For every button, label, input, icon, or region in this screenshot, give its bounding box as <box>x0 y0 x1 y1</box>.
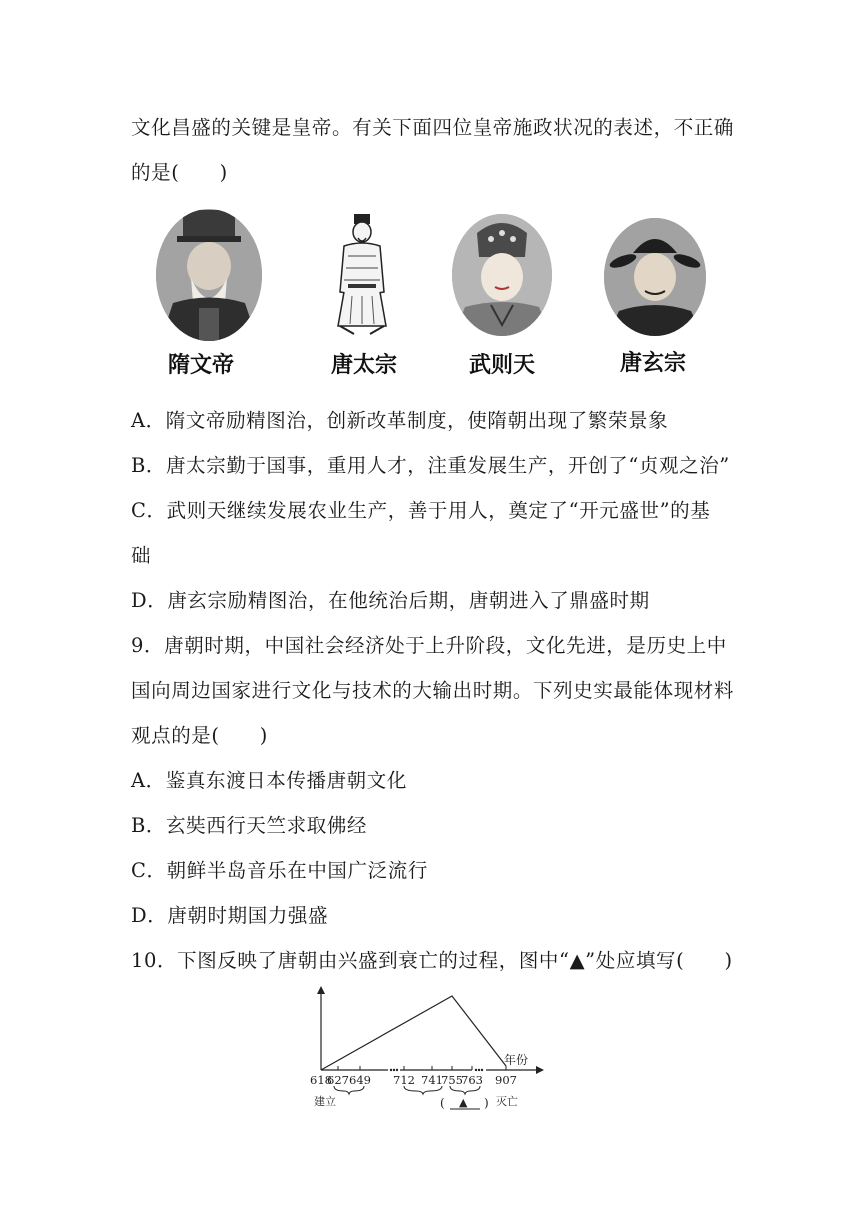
emperor-label-3: 武则天 <box>469 353 536 378</box>
emperor-portrait-1 <box>155 208 263 342</box>
q9-stem-line1: 9．唐朝时期，中国社会经济处于上升阶段，文化先进，是历史上中 <box>131 634 727 657</box>
x-axis-break-dots-1 <box>390 1069 398 1071</box>
q9-option-d: D．唐朝时期国力强盛 <box>131 904 329 927</box>
y-axis-arrow <box>317 986 325 994</box>
q9-stem-line3: 观点的是( ) <box>131 724 269 747</box>
x-tick-label: 755 <box>441 1073 463 1087</box>
q9-option-b: B．玄奘西行天竺求取佛经 <box>131 814 368 837</box>
blank-triangle-mark: ▲ <box>459 1096 468 1109</box>
emperor-portrait-2 <box>330 212 394 336</box>
start-annotation: 建立 <box>314 1095 336 1108</box>
q8-stem-line2: 的是( ) <box>131 161 228 184</box>
x-tick-label: 627 <box>327 1073 349 1087</box>
x-axis-break-dots-2 <box>475 1069 483 1071</box>
x-axis-label: 年份 <box>504 1053 529 1067</box>
q8-option-a: A．隋文帝励精图治，创新改革制度，使隋朝出现了繁荣景象 <box>131 409 669 432</box>
q10-stem: 10．下图反映了唐朝由兴盛到衰亡的过程，图中“▲”处应填写( ) <box>131 949 733 972</box>
q9-stem-line2: 国向周边国家进行文化与技术的大输出时期。下列史实最能体现材料 <box>131 679 735 702</box>
emperor-label-1: 隋文帝 <box>168 353 235 378</box>
blank-open-paren: ( <box>440 1096 445 1110</box>
q8-option-d: D．唐玄宗励精图治，在他统治后期，唐朝进入了鼎盛时期 <box>131 589 650 612</box>
emperor-label-2: 唐太宗 <box>331 353 398 378</box>
trend-line <box>321 996 506 1070</box>
q9-option-c: C．朝鲜半岛音乐在中国广泛流行 <box>131 859 428 882</box>
tang-rise-fall-chart <box>300 980 560 1115</box>
brace-755-763 <box>450 1086 480 1094</box>
x-tick-label: 907 <box>495 1073 517 1087</box>
emperor-label-4: 唐玄宗 <box>620 351 687 376</box>
q8-option-b: B．唐太宗勤于国事，重用人才，注重发展生产，开创了“贞观之治” <box>131 454 730 477</box>
x-axis-arrow <box>536 1066 544 1074</box>
q9-option-a: A．鉴真东渡日本传播唐朝文化 <box>131 769 407 792</box>
q8-stem-line1: 文化昌盛的关键是皇帝。有关下面四位皇帝施政状况的表述，不正确 <box>131 116 735 139</box>
emperor-portrait-3 <box>451 213 553 337</box>
x-tick-label: 763 <box>461 1073 483 1087</box>
end-annotation: 灭亡 <box>496 1095 518 1108</box>
emperor-portrait-4 <box>603 217 707 337</box>
x-tick-label: 712 <box>393 1073 415 1087</box>
brace-627-649 <box>334 1086 364 1094</box>
x-tick-label: 649 <box>349 1073 371 1087</box>
x-tick-label: 618 <box>310 1073 332 1087</box>
x-tick-label: 741 <box>421 1073 443 1087</box>
blank-close-paren: ) <box>484 1096 489 1110</box>
q8-option-c-line2: 础 <box>131 544 152 567</box>
brace-712-741 <box>404 1086 442 1094</box>
q8-option-c-line1: C．武则天继续发展农业生产，善于用人，奠定了“开元盛世”的基 <box>131 499 711 522</box>
